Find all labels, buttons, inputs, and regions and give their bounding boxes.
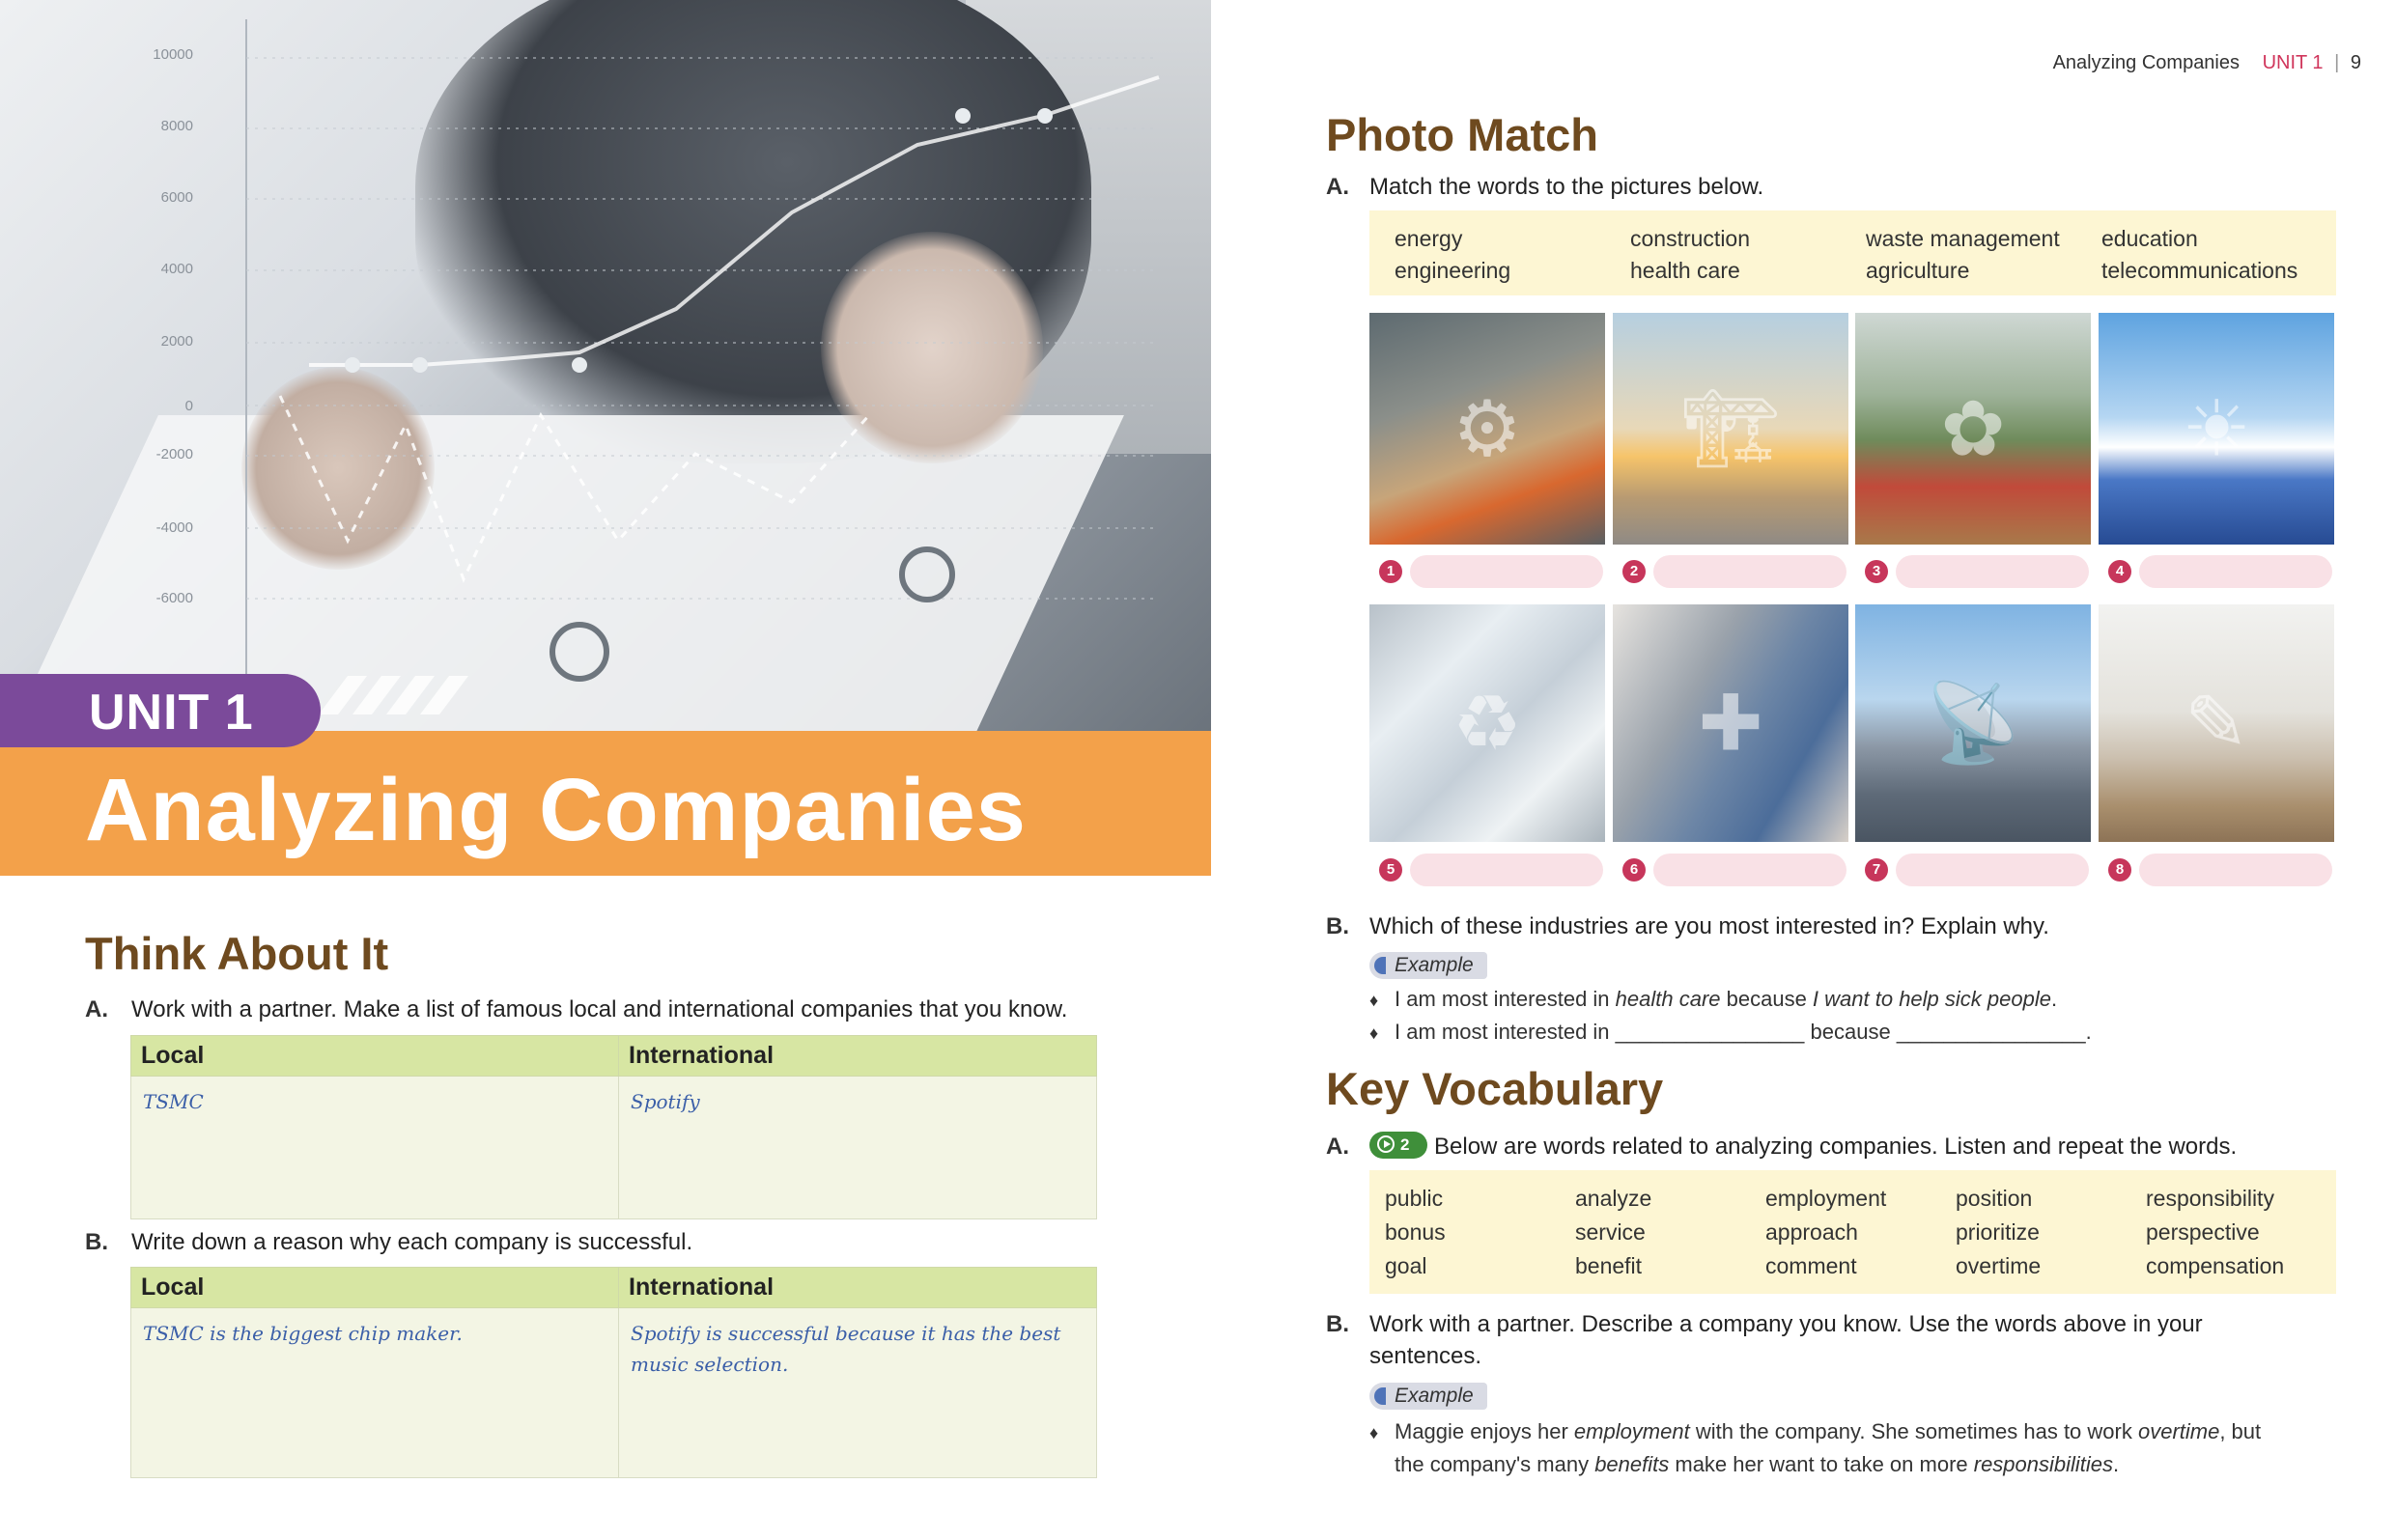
vocab-word: analyze — [1575, 1186, 1652, 1211]
reasons-table — [130, 1267, 1097, 1478]
page-number: 9 — [2350, 52, 2361, 73]
key-vocabulary-heading: Key Vocabulary — [1326, 1063, 1664, 1114]
word-item: education — [2101, 226, 2198, 251]
play-icon — [1377, 1135, 1395, 1153]
vocab-word: goal — [1385, 1253, 1427, 1278]
word-item: construction — [1630, 226, 1751, 251]
answer-slot[interactable] — [1613, 854, 1848, 886]
answer-line[interactable] — [1653, 555, 1846, 588]
y-tick-label: -2000 — [155, 446, 193, 462]
y-tick-label: -4000 — [155, 519, 193, 536]
number-badge: 4 — [2108, 560, 2131, 583]
unit-title: Analyzing Companies — [85, 761, 1027, 859]
photo-education: ✎ — [2099, 604, 2334, 842]
local-reason-cell[interactable]: TSMC is the biggest chip maker. — [131, 1308, 619, 1478]
answer-line[interactable] — [2139, 854, 2332, 886]
word-item: agriculture — [1866, 258, 1970, 283]
number-badge: 3 — [1865, 560, 1888, 583]
chart-overlay — [0, 0, 1211, 731]
answer-line[interactable] — [1410, 555, 1603, 588]
y-tick-label: 4000 — [160, 261, 193, 277]
running-head-unit: UNIT 1 — [2262, 52, 2324, 73]
number-badge: 6 — [1622, 858, 1646, 882]
answer-line[interactable] — [2139, 555, 2332, 588]
example-sentence-line1: ♦ Maggie enjoys her employment with the company. She sometimes has to work overtime, but — [1369, 1419, 2262, 1443]
vocab-word: responsibility — [2146, 1186, 2274, 1211]
industry-word-box — [1369, 210, 2336, 295]
photo-engineering: ⚙ — [1369, 313, 1605, 545]
title-band — [0, 731, 1211, 876]
answer-slot[interactable] — [1855, 854, 2091, 886]
number-badge: 1 — [1379, 560, 1402, 583]
column-header-local: Local — [131, 1036, 619, 1077]
vocabulary-word-box — [1369, 1170, 2336, 1294]
photo-construction: 🏗 — [1613, 313, 1848, 545]
vocab-word: approach — [1765, 1219, 1858, 1245]
answer-prompt-line[interactable]: ♦ I am most interested in ________________ because ________________. — [1369, 1020, 2092, 1044]
international-reason-cell[interactable]: Spotify is successful because it has the best music selection. — [619, 1308, 1097, 1478]
answer-slot[interactable] — [1613, 555, 1848, 588]
photo-match-heading: Photo Match — [1326, 109, 1598, 160]
question-letter: A. — [1326, 174, 1349, 200]
key-vocab-b-text-line2: sentences. — [1369, 1343, 1482, 1369]
hero-photo — [0, 0, 1211, 731]
vocab-word: service — [1575, 1219, 1646, 1245]
answer-slot[interactable] — [2099, 555, 2334, 588]
y-tick-label: 6000 — [160, 189, 193, 206]
vocab-word: prioritize — [1956, 1219, 2040, 1245]
example-tag: Example — [1369, 1383, 1487, 1410]
vocab-word: public — [1385, 1186, 1444, 1211]
y-tick-label: 2000 — [160, 333, 193, 350]
column-header-local: Local — [131, 1268, 619, 1308]
think-about-it-heading: Think About It — [85, 928, 389, 979]
word-item: telecommunications — [2101, 258, 2298, 283]
question-letter: A. — [1326, 1134, 1349, 1160]
answer-line[interactable] — [1653, 854, 1846, 886]
photo-health-care: ✚ — [1613, 604, 1848, 842]
running-head-separator: | — [2334, 52, 2340, 73]
word-item: energy — [1395, 226, 1463, 251]
answer-line[interactable] — [1896, 854, 2089, 886]
word-item: waste management — [1866, 226, 2060, 251]
answer-line[interactable] — [1410, 854, 1603, 886]
column-header-international: International — [619, 1268, 1097, 1308]
vocab-word: employment — [1765, 1186, 1887, 1211]
vocab-word: benefit — [1575, 1253, 1643, 1278]
audio-play-button[interactable]: 2 — [1369, 1132, 1427, 1159]
photo-agriculture: ✿ — [1855, 313, 2091, 545]
question-b-text: Write down a reason why each company is successful. — [131, 1229, 693, 1255]
vocab-word: overtime — [1956, 1253, 2042, 1278]
companies-table — [130, 1035, 1097, 1219]
question-letter: B. — [1326, 913, 1349, 939]
running-head — [2053, 52, 2361, 74]
word-item: engineering — [1395, 258, 1511, 283]
y-tick-label: 10000 — [153, 46, 193, 63]
photo-waste-management: ♻ — [1369, 604, 1605, 842]
word-item: health care — [1630, 258, 1740, 283]
answer-line[interactable] — [1896, 555, 2089, 588]
y-tick-label: -6000 — [155, 590, 193, 606]
local-entry-cell[interactable]: TSMC — [131, 1077, 619, 1219]
question-letter: A. — [85, 996, 108, 1022]
answer-slot[interactable] — [1369, 854, 1605, 886]
vocab-word: perspective — [2146, 1219, 2260, 1245]
number-badge: 8 — [2108, 858, 2131, 882]
photo-energy: ☀ — [2099, 313, 2334, 545]
vocab-word: position — [1956, 1186, 2033, 1211]
photo-match-a-text: Match the words to the pictures below. — [1369, 174, 1764, 200]
answer-slot[interactable] — [1369, 555, 1605, 588]
photo-match-b-text: Which of these industries are you most interested in? Explain why. — [1369, 913, 2049, 939]
y-tick-label: 8000 — [160, 118, 193, 134]
number-badge: 2 — [1622, 560, 1646, 583]
question-letter: B. — [1326, 1311, 1349, 1337]
running-head-title: Analyzing Companies — [2052, 52, 2240, 73]
answer-slot[interactable] — [2099, 854, 2334, 886]
y-tick-label: 0 — [184, 398, 193, 414]
number-badge: 5 — [1379, 858, 1402, 882]
key-vocab-a-text: Below are words related to analyzing companies. Listen and repeat the words. — [1434, 1134, 2238, 1160]
example-sentence-line2: the company's many benefits make her want to take on more responsibilities. — [1395, 1452, 2120, 1476]
number-badge: 7 — [1865, 858, 1888, 882]
example-tag: Example — [1369, 952, 1487, 979]
example-sentence: ♦ I am most interested in health care because I want to help sick people. — [1369, 987, 2058, 1011]
vocab-word: bonus — [1385, 1219, 1446, 1245]
question-letter: B. — [85, 1229, 108, 1255]
key-vocab-b-text-line1: Work with a partner. Describe a company you know. Use the words above in your — [1369, 1311, 2203, 1337]
vocab-word: compensation — [2146, 1253, 2285, 1278]
answer-slot[interactable] — [1855, 555, 2091, 588]
column-header-international: International — [619, 1036, 1097, 1077]
vocab-word: comment — [1765, 1253, 1857, 1278]
question-a-text: Work with a partner. Make a list of famous local and international companies that you know. — [131, 996, 1068, 1022]
unit-label: UNIT 1 — [0, 674, 321, 747]
international-entry-cell[interactable]: Spotify — [619, 1077, 1097, 1219]
photo-telecommunications: 📡 — [1855, 604, 2091, 842]
